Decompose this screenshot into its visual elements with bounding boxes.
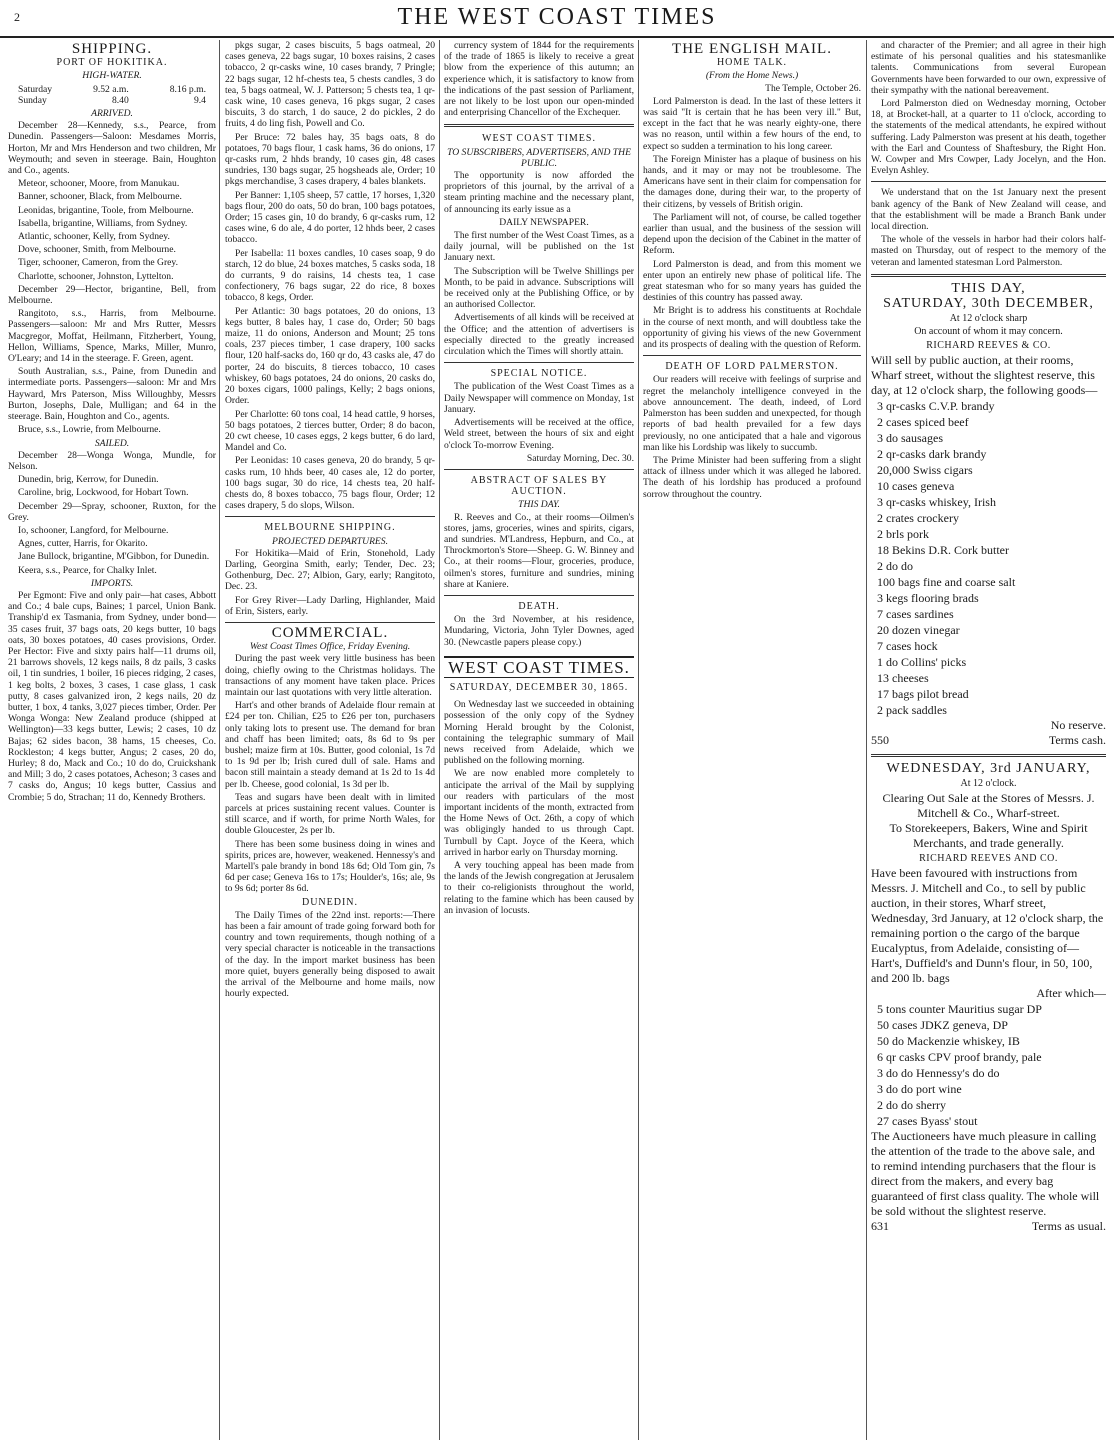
mail-paragraph: Mr Bright is to address his constituents at Rochdale in the course of next month, and will doubtless take the opportunity of giving his views of the new Government and its prospects of dealing with the question of Reform.: [643, 305, 861, 351]
commercial-paragraph: There has been some business doing in wines and spirits, prices are, however, weakened. Hennessy's and Martell's pale brandy in bond 18s 6d; Old Tom gin, 7s 6d per case; Geneva 16s to 17s; Houlder's, 16s; ale, 9s to 9s 6d; porter 8s 6d.: [225, 838, 435, 895]
divider: [643, 355, 861, 356]
ad-no-reserve: No reserve.: [1050, 717, 1106, 732]
palmerston-paragraph: Our readers will receive with feelings of surprise and regret the melancholy intelligence conveyed in the above announcement. The death, indeed, of Lord Palmerston has been sudden and unexpected, for though reports of bad health prevailed for a few days previously, no one anticipated that a hale and vigorous man like his Lordship was likely to succumb.: [643, 374, 861, 453]
home-talk-heading: HOME TALK.: [716, 57, 788, 69]
dateline: The Temple, October 26.: [765, 82, 861, 94]
death-notice-heading: DEATH.: [518, 600, 560, 612]
editorial-paragraph: A very touching appeal has been made from the lands of the Jewish congregation at Jerusalem to their co-religionists throughout the world, relating to the famine which has been caused by an invasion of locusts.: [444, 860, 634, 916]
notice-paragraph: The Subscription will be Twelve Shillings per Month, to be paid in advance. Subscriptions will be received only at the Publishing Office, or by an authorised Collector.: [444, 265, 634, 311]
divider: [444, 595, 634, 596]
arrival-entry: Rangitoto, s.s., Harris, from Melbourne. Passengers—saloon: Mr and Mrs Rutter, Messrs Macgregor, Moffat, Heilmann, Fitzherbert, Young, Hellon, Williams, Spence, Marks, Miller, Munro, O'Leary; and 14 in the steerage. F. Green, agent.: [8, 308, 216, 365]
palmerston-paragraph: The Prime Minister had been suffering from a slight attack of illness under which it was alleged he labored. The death of his lordship has produced a profound sorrow throughout the country.: [643, 454, 861, 500]
imports-continued: Per Isabella: 11 boxes candles, 10 cases soap, 9 do starch, 12 do blue, 24 boxes matches, 5 casks soda, 18 do currants, 9 do raisins, 14 chests tea, 1 case confectionery, 76 bags sugar, 22 do rice, 8 boxes tobacco, 8 kegs, Order.: [225, 247, 435, 304]
abstract-heading: ABSTRACT OF SALES BY AUCTION.: [470, 474, 608, 498]
arrival-entry: Isabella, brigantine, Williams, from Sydney.: [18, 217, 188, 229]
dunedin-heading: DUNEDIN.: [301, 896, 359, 908]
ad-title: WEDNESDAY, 3rd JANUARY,: [886, 760, 1091, 776]
list-item: 6 qr casks CPV proof brandy, pale: [877, 1050, 1042, 1065]
tides-label: HIGH-WATER.: [82, 70, 142, 82]
divider: [871, 181, 1106, 182]
divider: [871, 754, 1106, 757]
arrived-label: ARRIVED.: [91, 108, 133, 120]
column-shipping: [8, 40, 216, 1440]
auction-ad-this-day: [871, 280, 1106, 748]
melbourne-text: For Grey River—Lady Darling, Highlander, Maid of Erin, Sisters, early.: [225, 594, 435, 617]
imports-continued: Per Bruce: 72 bales hay, 35 bags oats, 8 do potatoes, 70 bags flour, 1 cask hams, 36 do onions, 17 qr-casks rum, 2 hhds brandy, 10 cases gin, 48 cases sundries, 130 bags sugar, 25 hogsheads ale, Order; 10 pkgs merchandise, 3 cases drapery, 4 bales blankets.: [225, 131, 435, 188]
newspaper-title: THE WEST COAST TIMES: [397, 4, 717, 30]
bank-notice: We understand that on the 1st January next the present bank agency of the Bank of New Zealand will cease, and that the establishment will be made a Branch Bank under local direction.: [871, 187, 1106, 233]
page-number: 2: [14, 10, 20, 24]
mail-paragraph: The Foreign Minister has a plaque of business on his hands, and it may or may not be troublesome. The Americans have sent in their claim for compensation for the damages done, during their war, to the property of their citizens, by vessels of British origin.: [643, 153, 861, 210]
arrival-entry: Bruce, s.s., Lowrie, from Melbourne.: [18, 424, 161, 436]
ad-body: To Storekeepers, Bakers, Wine and Spirit Merchants, and trade generally.: [889, 821, 1088, 851]
sailed-entry: Agnes, cutter, Harris, for Okarito.: [18, 538, 148, 550]
column-rule: [439, 40, 440, 1440]
column-rule: [866, 40, 867, 1440]
list-item: 100 bags fine and coarse salt: [877, 574, 1016, 589]
divider: [444, 469, 634, 470]
list-item: 1 do Collins' picks: [877, 654, 967, 669]
list-item: 50 do Mackenzie whiskey, IB: [877, 1034, 1020, 1049]
ad-auctioneer: RICHARD REEVES AND CO.: [919, 853, 1058, 865]
ad-title: THIS DAY,: [951, 280, 1026, 296]
source-line: (From the Home News.): [705, 70, 799, 82]
melbourne-shipping-heading: MELBOURNE SHIPPING.: [264, 522, 396, 534]
imports-continued: Per Charlotte: 60 tons coal, 14 head cattle, 9 horses, 50 bags potatoes, 2 tierces butter, Order; 8 do bacon, 20 cwt cheese, 10 cases eggs, 2 kegs butter, 6 do lard, Mandel and Co.: [225, 408, 435, 454]
arrival-entry: Meteor, schooner, Moore, from Manukau.: [18, 178, 180, 190]
imports-continued: Per Atlantic: 30 bags potatoes, 20 do onions, 13 kegs butter, 8 bales hay, 1 case do, Order; 50 bags maize, 11 do onions, Anderson and Mount; 25 tons coals, 237 pieces timber, 1 case drapery, 100 sacks flour, 120 half-sacks do, 160 qr do, 43 casks ale, 47 do porter, 24 do biscuits, 8 tierces tobacco, 10 cases whiskey, 60 bags potatoes, 24 do onions, 20 casks do, 20 boxes cigars, 1000 palings, Kelly; 2 bags onions, Order.: [225, 305, 435, 407]
palmerston-continued: Lord Palmerston died on Wednesday morning, October 18, at Brocket-hall, at a quarter to 11 o'clock, according to the statements of the medical attendants, he expired without suffering. Lady Palmerston was present at his death, together with the Earl and Countess of Shaftesbury, the Right Hon. W. Cowper and Mrs Cowper, Lady Jocelyn, and the Hon. Evelyn Ashley.: [871, 98, 1106, 177]
shipping-heading: SHIPPING.: [71, 41, 153, 57]
sailed-entry: Jane Bullock, brigantine, M'Gibbon, for Dunedin.: [18, 551, 210, 563]
list-item: 2 cases spiced beef: [877, 414, 969, 429]
commercial-paragraph: Hart's and other brands of Adelaide flour remain at £24 per ton. Chilian, £25 to £26 per ton, purchasers only taking lots to present use. The demand for bran and chaff has been limited; oats, 8s 6d to 9s per bushel; maize firm at 10s. Butter, good colonial, 1s 7d to 1s 9d per lb; Irish cured dull of sale. Hams and bacon still maintain a steady demand at 1s 2d to 1s 4d per lb. Cheese, good colonial, 1s 3d per lb.: [225, 700, 435, 790]
imports-label: IMPORTS.: [90, 577, 134, 589]
auction-ad-wednesday: [871, 760, 1106, 1235]
list-item: 20 dozen vinegar: [877, 622, 960, 637]
tide-row: Sunday 8.40 9.4: [18, 94, 206, 106]
column-advertisements: [871, 40, 1106, 1440]
ad-after-which: After which—: [1036, 986, 1106, 1001]
list-item: 7 cases hock: [877, 638, 938, 653]
arrival-entry: December 29—Hector, brigantine, Bell, from Melbourne.: [8, 283, 216, 307]
special-notice-text: The publication of the West Coast Times as a Daily Newspaper will commence on Monday, 1st January.: [444, 381, 634, 415]
tide-table: [8, 84, 216, 106]
commercial-dateline: West Coast Times Office, Friday Evening.: [249, 641, 411, 653]
ad-number: 631: [871, 1219, 889, 1234]
ad-body: Will sell by public auction, at their rooms, Wharf street, without the slightest reserve, this day, at 12 o'clock sharp, the following goods—: [871, 352, 1098, 397]
divider: [444, 124, 634, 127]
abstract-subheading: THIS DAY.: [518, 499, 560, 511]
list-item: 2 crates crockery: [877, 510, 959, 525]
column-rule: [219, 40, 220, 1440]
list-item: 7 cases sardines: [877, 606, 954, 621]
column-rule: [638, 40, 639, 1440]
list-item: 2 brls pork: [877, 526, 929, 541]
special-notice-date: Saturday Morning, Dec. 30.: [526, 452, 634, 464]
divider: [871, 274, 1106, 277]
imports-continued: Per Leonidas: 10 cases geneva, 20 do brandy, 5 qr-casks rum, 10 hhds beer, 40 cases ale, 12 do porter, 100 bags sugar, 30 do rice, 14 chests tea, 20 half-chests do, 8 boxes tobacco, 75 bags flour, Order; 12 cases drapery, 5 do slops, Wilson.: [225, 455, 435, 512]
list-item: 27 cases Byass' stout: [877, 1114, 978, 1129]
list-item: 20,000 Swiss cigars: [877, 462, 973, 477]
sailed-label: SAILED.: [94, 437, 130, 449]
port-subheading: PORT OF HOKITIKA.: [56, 57, 168, 69]
column-imports-commercial: [225, 40, 435, 1440]
ad-closing: The Auctioneers have much pleasure in calling the attention of the trade to the above sale, and to remind intending purchasers that the flour is direct from the makers, and every bag guaranteed of first class quality. The whole will be sold without the slightest reserve.: [871, 1129, 1100, 1219]
divider: [225, 516, 435, 517]
divider: [444, 362, 634, 363]
ad-time: At 12 o'clock.: [960, 778, 1017, 790]
editorial-title: WEST COAST TIMES.: [444, 656, 634, 678]
mail-paragraph: Lord Palmerston is dead, and from this moment we enter upon an entirely new phase of political life. The great statesman who for so many years has guided the destinies of this country has passed away.: [643, 258, 861, 304]
column-english-mail: [643, 40, 861, 1440]
special-notice-text: Advertisements will be received at the office, Weld street, between the hours of six and eight o'clock To-morrow Evening.: [444, 417, 634, 451]
commercial-paragraph: Teas and sugars have been dealt with in limited parcels at prices sustaining recent values. Counter is still scarce, and if worth, for prime North Wales, for double Gloucester, 2s per lb.: [225, 791, 435, 837]
editorial-paragraph: We are now enabled more completely to anticipate the arrival of the Mail by supplying our readers with particulars of the most important incidents of the month, extracted from the Home News of Oct. 26th, a copy of which was obligingly handed to us through Capt. Turnbull by Capt. Joyce of the Keera, which arrived in harbor early on Thursday morning.: [444, 768, 634, 858]
arrival-entry: Charlotte, schooner, Johnston, Lyttelton.: [18, 270, 174, 282]
imports-continued: Per Banner: 1,105 sheep, 57 cattle, 17 horses, 1,320 bags flour, 200 do oats, 50 do bran, 100 bags potatoes, Order; 15 cases gin, 10 do brandy, 6 qr-casks rum, 12 cases wine, 6 do ale, 4 do porter, 12 hhds beer, 2 cases tobacco.: [225, 189, 435, 246]
melbourne-text: For Hokitika—Maid of Erin, Stonehold, Lady Darling, Georgina Smith, early; Tender, Dec. 23; Gothenburg, Dec. 27; Albion, Gary, early; Rangitoto, Dec. 23.: [225, 547, 435, 593]
sailed-entry: Keera, s.s., Pearce, for Chalky Inlet.: [18, 564, 157, 576]
ad-auctioneer: RICHARD REEVES & CO.: [926, 339, 1051, 351]
sailed-entry: Io, schooner, Langford, for Melbourne.: [18, 524, 169, 536]
sailed-entry: Dunedin, brig, Kerrow, for Dunedin.: [18, 474, 159, 486]
colors-notice: The whole of the vessels in harbor had their colors half-masted on Thursday, out of respect to the memory of the veteran and lamented statesman Lord Palmerston.: [871, 234, 1106, 268]
special-notice-heading: SPECIAL NOTICE.: [490, 368, 588, 380]
ad-footer: [871, 1219, 1106, 1234]
death-notice-text: On the 3rd November, at his residence, Mundaring, Victoria, John Tyler Downes, aged 30. (Newcastle papers please copy.): [444, 614, 634, 648]
list-item: 3 do do Hennessy's do do: [877, 1066, 1000, 1081]
list-item: 50 cases JDKZ geneva, DP: [877, 1018, 1008, 1033]
list-item: 18 Bekins D.R. Cork butter: [877, 542, 1009, 557]
projected-departures-label: PROJECTED DEPARTURES.: [271, 535, 388, 547]
notice-paragraph: Advertisements of all kinds will be received at the Office; and the attention of advertisers is especially directed to the greatly increased circulation which the Times will shortly attain.: [444, 312, 634, 358]
dunedin-paragraph: The Daily Times of the 22nd inst. reports:—There has been a fair amount of trade going forward both for country and town requirements, though nothing of a very special character is noticeable in the transactions of the day. In the import market business has been more quiet, buyers generally being disposed to await the arrival of the Melbourne and home mails, now hourly expected.: [225, 909, 435, 1000]
notice-paragraph: The opportunity is now afforded the proprietors of this journal, by the arrival of a steam printing machine and the necessary plant, of announcing its early issue as a: [444, 170, 634, 215]
list-item: 3 qr-casks C.V.P. brandy: [877, 398, 995, 413]
sailed-entry: December 29—Spray, schooner, Ruxton, for the Grey.: [8, 500, 216, 523]
arrival-entry: December 28—Kennedy, s.s., Pearce, from Dunedin. Passengers—Saloon: Mesdames Morris, Horton, Mr and Mrs Henderson and two children, Mr Weymouth; and seven in steerage. Bain, Houghton and Co., agents.: [8, 120, 216, 177]
list-item: 2 qr-casks dark brandy: [877, 446, 987, 461]
imports-text: Per Egmont: Five and only pair—hat cases, Abbott and Co.; 4 bale cups, Baines; 1 parcel, Union Bank. Tranship'd ex Tasmania, from Sydney, under bond—35 cases fruit, 37 bags oats, 20 kegs butter, 10 bags oats, 30 boxes potatoes, 40 cases provisions, Order. Per Hector: Five and sixty pairs half—11 drums oil, 21 barrows shovels, 12 kegs nails, 8 dz pails, 3 casks oil, 1 tin sundries, 1 boiler, 16 pieces ridging, 2 cases, 1 keg bolts, 2 boxes, 3 cases, 1 case glass, 1 cask putty, 8 cases galvanized iron, 2 kegs nails, 20 dz butter, 1 box, 4 tanks, 3,027 pieces timber, Order. Per Wonga Wonga: New Zealand produce (shipped at Wellington)—33 kegs butter, Lewis; 2 cases, 10 dz Bajas; 62 sides bacon, 38 hams, 15 cheeses, Co. Rockleston; 4 kegs butter, Angus; 2 cases, 20 do, Hurley; 8 do, Mack and Co.; 10 do do, Cruickshank and Mill; 3 do, 2 cases potatoes, Acheson; 3 cases and 7 casks do, Angus; 10 kegs butter, Cassius and Crombie; 5 do, Strachan; 11 do, Kennedy Brothers.: [8, 589, 216, 803]
arrival-entry: Banner, schooner, Black, from Melbourne.: [18, 191, 182, 203]
arrival-entry: Atlantic, schooner, Kelly, from Sydney.: [18, 231, 170, 243]
ad-number: 550: [871, 732, 889, 747]
english-mail-heading: THE ENGLISH MAIL.: [672, 41, 832, 57]
daily-newspaper-line: DAILY NEWSPAPER.: [499, 216, 589, 228]
list-item: 2 do do sherry: [877, 1098, 946, 1113]
currency-paragraph: currency system of 1844 for the requirements of the trade of 1865 is likely to receive a great blow from the experience of this autumn; an experience which, it is satisfactory to know from the indications of the past session of Parliament, are not likely to be lost upon our open-minded and enterprising Chancellor of the Exchequer.: [444, 40, 634, 119]
notice-heading: WEST COAST TIMES.: [482, 133, 596, 145]
list-item: 2 do do: [877, 558, 913, 573]
ad-body: Have been favoured with instructions from Messrs. J. Mitchell and Co., to sell by public auction, in their stores, Wharf street, Wednesday, 3rd January, at 12 o'clock sharp, the remaining portion o the cargo of the barque Eucalyptus, from Adelaide, consisting of—: [871, 866, 1104, 956]
sailed-entry: December 28—Wonga Wonga, Mundle, for Nelson.: [8, 449, 216, 472]
ad-terms: Terms as usual.: [1031, 1219, 1106, 1234]
ad-terms: Terms cash.: [1048, 732, 1106, 747]
abstract-text: R. Reeves and Co., at their rooms—Oilmen's stores, jams, groceries, wines and spirits, cigars, and sundries. M'Landress, Hepburn, and Co., at Throckmorton's Store—Sheep. G. W. Binney and Co., at their rooms—Flour, groceries, produce, oilmen's stores, furniture and sundries, mining share at Kaniere.: [444, 511, 634, 590]
list-item: 3 qr-casks whiskey, Irish: [877, 494, 996, 509]
mail-paragraph: The Parliament will not, of course, be called together earlier than usual, and the business of the session will depend upon the decision of the Cabinet in the matter of Reform.: [643, 211, 861, 257]
ad-footer: [871, 733, 1106, 748]
list-item: 17 bags pilot bread: [877, 686, 969, 701]
ad-body: Clearing Out Sale at the Stores of Messrs. J. Mitchell & Co., Wharf-street.: [882, 791, 1095, 821]
commercial-heading: COMMERCIAL.: [271, 624, 389, 641]
list-item: 13 cheeses: [877, 670, 929, 685]
list-item: 2 pack saddles: [877, 702, 947, 717]
page-columns: [0, 40, 1114, 1440]
imports-continued: pkgs sugar, 2 cases biscuits, 5 bags oatmeal, 20 cases geneva, 22 bags sugar, 10 boxes raisins, 2 cases tobacco, 2 qr-casks wine, 10 cases brandy, 7 Pringle; 22 bags sugar, 12 hf-chests tea, 5 chests candles, 3 do tea, 5 bags oatmeal, W. J. Patterson; 5 chests tea, 1 qr-cask wine, 10 cases geneva, 16 pkgs sugar, 2 cases biscuits, 3 do starch, 1 do sauce, 2 do pickles, 2 do fruits, 4 do ling fish, Powell and Co.: [225, 40, 435, 130]
list-item: 3 do sausages: [877, 430, 943, 445]
palmerston-continued: and character of the Premier; and all agree in their high estimate of his personal qualities and his statesmanlike talents. Communications from several European Governments have been forwarded to our own, expressive of their sympathy with the national bereavement.: [871, 40, 1106, 96]
editorial-date: SATURDAY, DECEMBER 30, 1865.: [449, 681, 629, 693]
arrival-entry: Leonidas, brigantine, Toole, from Melbourne.: [18, 204, 194, 216]
arrival-entry: Dove, schooner, Smith, from Melbourne.: [18, 244, 176, 256]
ad-body: Hart's, Duffield's and Dunn's flour, in 50, 100, and 200 lb. bags: [871, 956, 1093, 986]
divider: [225, 622, 435, 623]
editorial-paragraph: On Wednesday last we succeeded in obtaining possession of the only copy of the Sydney Morning Herald brought by the Colonist, containing the telegraphic summary of Mail news received from Adelaide, which we published on the following morning.: [444, 699, 634, 767]
ad-time: At 12 o'clock sharp: [949, 313, 1028, 325]
ad-on-account: On account of whom it may concern.: [914, 326, 1063, 338]
ad-item-list: [871, 398, 1106, 718]
list-item: 10 cases geneva: [877, 478, 955, 493]
sailed-entry: Caroline, brig, Lockwood, for Hobart Town.: [18, 487, 189, 499]
notice-subheading: TO SUBSCRIBERS, ADVERTISERS, AND THE PUBLIC.: [447, 146, 631, 169]
ad-item-list: [871, 1001, 1106, 1129]
tide-row: Saturday 9.52 a.m. 8.16 p.m.: [18, 83, 206, 95]
notice-paragraph: The first number of the West Coast Times, as a daily journal, will be published on the 1st January next.: [444, 230, 634, 264]
list-item: 3 do do port wine: [877, 1082, 962, 1097]
mail-paragraph: Lord Palmerston is dead. In the last of these letters it was said "It is certain that he has been very ill." But, except in the fact that he was nearly eighty-one, there was no reason, until within a few hours of the end, to expect so sudden a termination to his long career.: [643, 95, 861, 152]
commercial-paragraph: During the past week very little business has been doing, chiefly owing to the Christmas holidays. The transactions of any moment have taken place. Prices maintain our last quotations with very little alteration.: [225, 653, 435, 698]
list-item: 3 kegs flooring brads: [877, 590, 979, 605]
palmerston-heading: DEATH OF LORD PALMERSTON.: [665, 361, 839, 373]
arrival-entry: Tiger, schooner, Cameron, from the Grey.: [18, 257, 178, 269]
arrival-entry: South Australian, s.s., Paine, from Dunedin and intermediate ports. Passengers—saloon: Mr and Mrs Hayward, Mrs Paterson, Miss Willoughby, Messrs Burton, Josephs, Dale, Mulligan; and 64 in the steerage. Bain, Houghton and Co., agents.: [8, 366, 216, 423]
ad-date: SATURDAY, 30th DECEMBER,: [883, 296, 1094, 312]
column-notices-editorial: [444, 40, 634, 1440]
masthead: [0, 0, 1114, 38]
list-item: 5 tons counter Mauritius sugar DP: [877, 1002, 1042, 1017]
